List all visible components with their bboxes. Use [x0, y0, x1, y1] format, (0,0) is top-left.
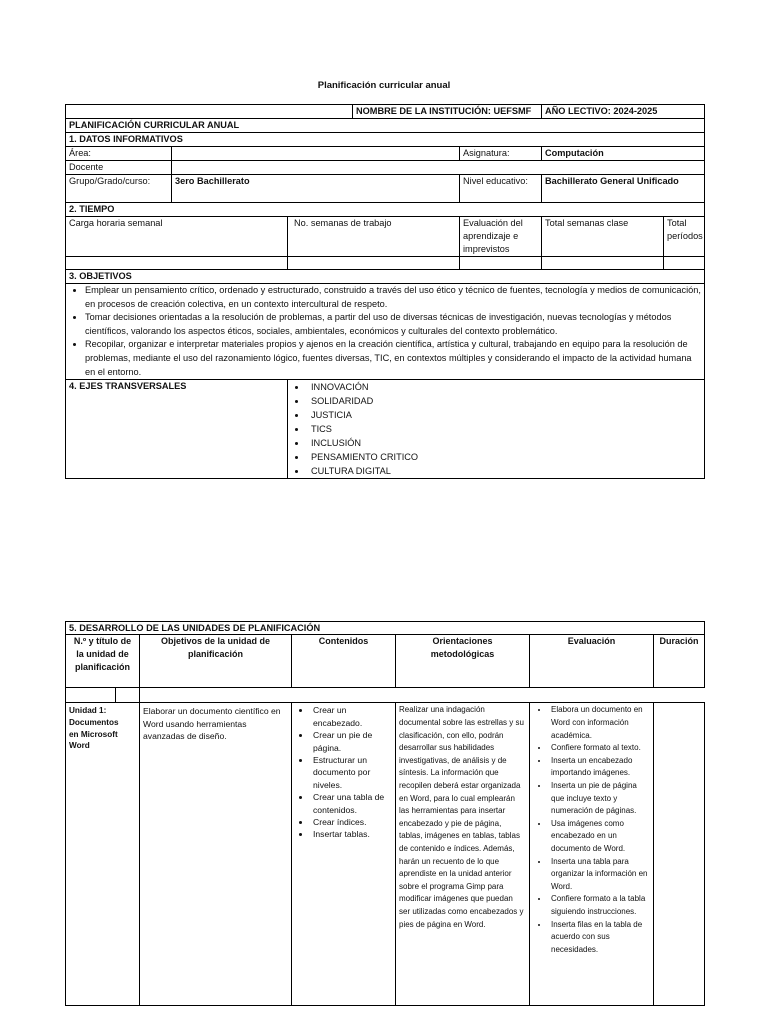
nivel-label: Nivel educativo:	[460, 175, 542, 203]
grupo-value: 3ero Bachillerato	[172, 175, 460, 203]
unit-title: Unidad 1: Documentos en Microsoft Word	[66, 703, 140, 1006]
eje-item: • JUSTICIA	[307, 408, 701, 422]
objetivo-item: • Recopilar, organizar e interpretar materiales propios y ajenos en la creación científica, artística y cultural, trabajando en equipo para la resolución de problemas, mediante el uso del razonamiento lógico, fuentes diversas, TIC, en contextos múltiples y considerando el impacto de la actividad humana en el entorno.	[85, 338, 701, 379]
eje-item: • CULTURA DIGITAL	[307, 464, 701, 478]
unit-contenidos	[292, 703, 396, 1006]
nivel-value: Bachillerato General Unificado	[542, 175, 705, 203]
header-blank-cell	[66, 105, 353, 119]
evaluacion-item: • Confiere formato al texto.	[549, 742, 650, 755]
asignatura-value: Computación	[542, 147, 705, 161]
grupo-label: Grupo/Grado/curso:	[66, 175, 172, 203]
section-ejes-transversales: 4. EJES TRANSVERSALES	[66, 380, 288, 479]
contenido-item: • Crear índices.	[311, 816, 392, 828]
year-cell: AÑO LECTIVO: 2024-2025	[542, 105, 705, 119]
total-periodos-header: Total períodos	[664, 217, 705, 257]
header-objetivos-unidad: Objetivos de la unidad de planificación	[140, 635, 292, 688]
tiempo-value-cell	[460, 257, 542, 270]
ejes-cell	[288, 380, 705, 479]
total-semanas-header: Total semanas clase	[542, 217, 664, 257]
ejes-list	[291, 380, 701, 478]
area-value	[172, 147, 460, 161]
contenido-item: • Crear una tabla de contenidos.	[311, 791, 392, 816]
asignatura-label: Asignatura:	[460, 147, 542, 161]
planning-table	[65, 104, 705, 479]
carga-horaria-header: Carga horaria semanal	[66, 217, 288, 257]
spacer-cell	[66, 688, 116, 703]
contenido-item: • Insertar tablas.	[311, 828, 392, 840]
unit-objetivo: Elaborar un documento científico en Word usando herramientas avanzadas de diseño.	[140, 703, 292, 1006]
header-duracion: Duración	[654, 635, 705, 688]
unit-orientaciones: Realizar una indagación documental sobre las estrellas y su clasificación, con ello, podrán desarrollar sus habilidades investigativas, de análisis y de síntesis. La información que recopilen deberá estar organizada en Word, para lo cual emplearán las herramientas para insertar encabezado y pie de página, tablas, imágenes en tablas, tablas de contenido e índices. Además, harán un recuento de lo que aprendiste en la unidad anterior sobre el programa Gimp para modificar imágenes que puedan ser utilizadas como encabezados y pies de página en Word.	[396, 703, 530, 1006]
contenidos-list	[295, 704, 392, 840]
evaluacion-item: • Elabora un documento en Word con información académica.	[549, 704, 650, 742]
tiempo-value-cell	[288, 257, 460, 270]
eje-item: • INCLUSIÓN	[307, 436, 701, 450]
plan-title-cell: PLANIFICACIÓN CURRICULAR ANUAL	[66, 119, 705, 133]
contenido-item: • Crear un pie de página.	[311, 729, 392, 754]
section-tiempo: 2. TIEMPO	[66, 203, 705, 217]
semanas-trabajo-header: No. semanas de trabajo	[288, 217, 460, 257]
units-table	[65, 621, 705, 1006]
evaluacion-item: • Inserta filas en la tabla de acuerdo con sus necesidades.	[549, 919, 650, 957]
contenido-item: • Estructurar un documento por niveles.	[311, 754, 392, 791]
evaluacion-imprevistos-header: Evaluación del aprendizaje e imprevistos	[460, 217, 542, 257]
unit-evaluacion	[530, 703, 654, 1006]
spacer-row	[140, 688, 705, 703]
header-contenidos: Contenidos	[292, 635, 396, 688]
contenido-item: • Crear un encabezado.	[311, 704, 392, 729]
header-evaluacion: Evaluación	[530, 635, 654, 688]
tiempo-value-cell	[664, 257, 705, 270]
unit-duracion	[654, 703, 705, 1006]
page-title: Planificación curricular anual	[317, 80, 451, 91]
spacer-cell	[116, 688, 140, 703]
eje-item: • PENSAMIENTO CRITICO	[307, 450, 701, 464]
tiempo-value-cell	[542, 257, 664, 270]
institution-cell: NOMBRE DE LA INSTITUCIÓN: UEFSMF	[353, 105, 542, 119]
section-datos-informativos: 1. DATOS INFORMATIVOS	[66, 133, 705, 147]
eje-item: • INNOVACIÓN	[307, 380, 701, 394]
evaluacion-item: • Inserta una tabla para organizar la información en Word.	[549, 856, 650, 894]
eje-item: • SOLIDARIDAD	[307, 394, 701, 408]
objetivo-item: • Emplear un pensamiento crítico, ordenado y estructurado, construido a través del uso ético y técnico de fuentes, tecnología y medios de comunicación, en procesos de creación colectiva, en un contexto intercultural de respeto.	[85, 284, 701, 311]
evaluacion-item: • Usa imágenes como encabezado en un documento de Word.	[549, 818, 650, 856]
section-objetivos: 3. OBJETIVOS	[66, 270, 705, 284]
objetivo-item: • Tomar decisiones orientadas a la resolución de problemas, a partir del uso de diversas técnicas de investigación, nuevas tecnologías y métodos científicos, valorando los aspectos éticos, sociales, ambientales, económicos y culturales del contexto problemático.	[85, 311, 701, 338]
objetivos-cell	[66, 284, 705, 380]
objetivos-list	[69, 284, 701, 379]
docente-label: Docente	[66, 161, 172, 175]
eje-item: • TICS	[307, 422, 701, 436]
docente-value	[172, 161, 705, 175]
evaluacion-list	[533, 704, 650, 956]
header-unidad: N.º y título de la unidad de planificación	[66, 635, 140, 688]
area-label: Área:	[66, 147, 172, 161]
evaluacion-item: • Confiere formato a la tabla siguiendo instrucciones.	[549, 893, 650, 918]
evaluacion-item: • Inserta un encabezado importando imágenes.	[549, 755, 650, 780]
header-orientaciones: Orientaciones metodológicas	[396, 635, 530, 688]
evaluacion-item: • Inserta un pie de página que incluye texto y numeración de páginas.	[549, 780, 650, 818]
tiempo-value-cell	[66, 257, 288, 270]
section-desarrollo: 5. DESARROLLO DE LAS UNIDADES DE PLANIFICACIÓN	[66, 622, 705, 635]
